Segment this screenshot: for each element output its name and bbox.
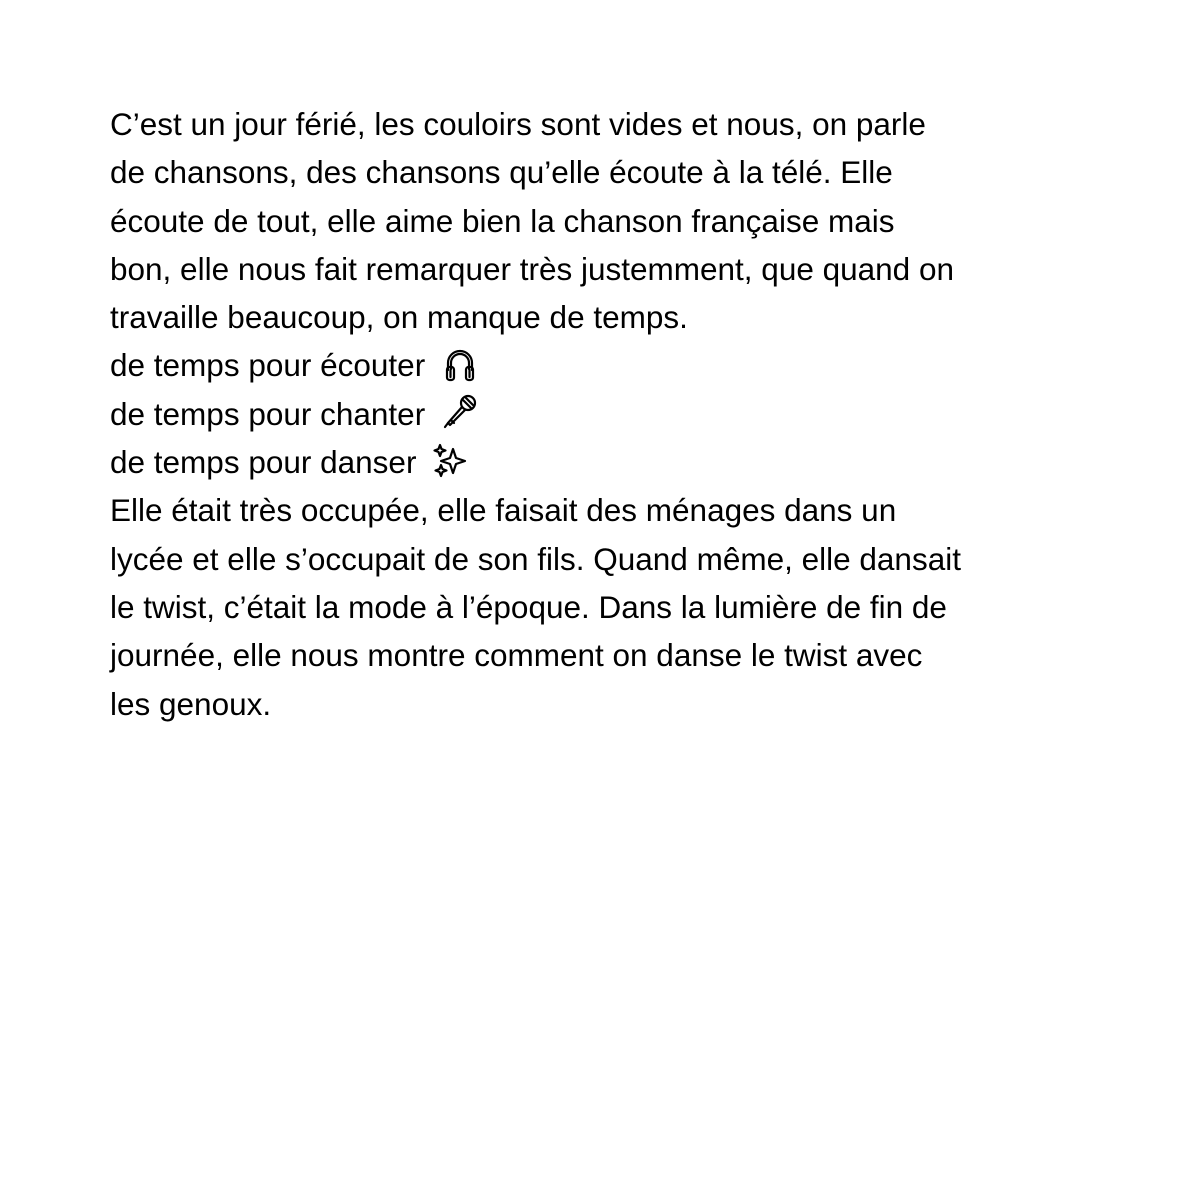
paragraph-1-line-2: de chansons, des chansons qu’elle écoute à la télé. Elle [110,154,893,191]
paragraph-1-line-1: C’est un jour férié, les couloirs sont vides et nous, on parle [110,106,926,142]
paragraph-2-line-5: les genoux. [110,685,272,722]
headphones-icon [440,344,480,384]
sparkles-icon [431,441,471,481]
list-item-label: de temps pour chanter [110,395,426,432]
paragraph-2-line-4: journée, elle nous montre comment on danse le twist avec [110,637,923,674]
paragraph-1-line-4: bon, elle nous fait remarquer très justemment, que quand on [110,250,954,287]
list-item-listen [110,341,1110,389]
list-item-sing [110,390,1110,438]
paragraph-2-line-1: Elle était très occupée, elle faisait des ménages dans un [110,492,897,529]
microphone-icon [440,392,480,432]
list-item-label: de temps pour écouter [110,347,426,384]
paragraph-2-line-3: le twist, c’était la mode à l’époque. Dans la lumière de fin de [110,588,947,625]
paragraph-2-line-2: lycée et elle s’occupait de son fils. Quand même, elle dansait [110,540,961,577]
text-block [110,100,1110,728]
paragraph-1-line-3: écoute de tout, elle aime bien la chanson française mais [110,202,895,239]
list-item-label: de temps pour danser [110,444,417,481]
paragraph-1-line-5: travaille beaucoup, on manque de temps. [110,299,688,336]
list-item-dance [110,438,1110,486]
